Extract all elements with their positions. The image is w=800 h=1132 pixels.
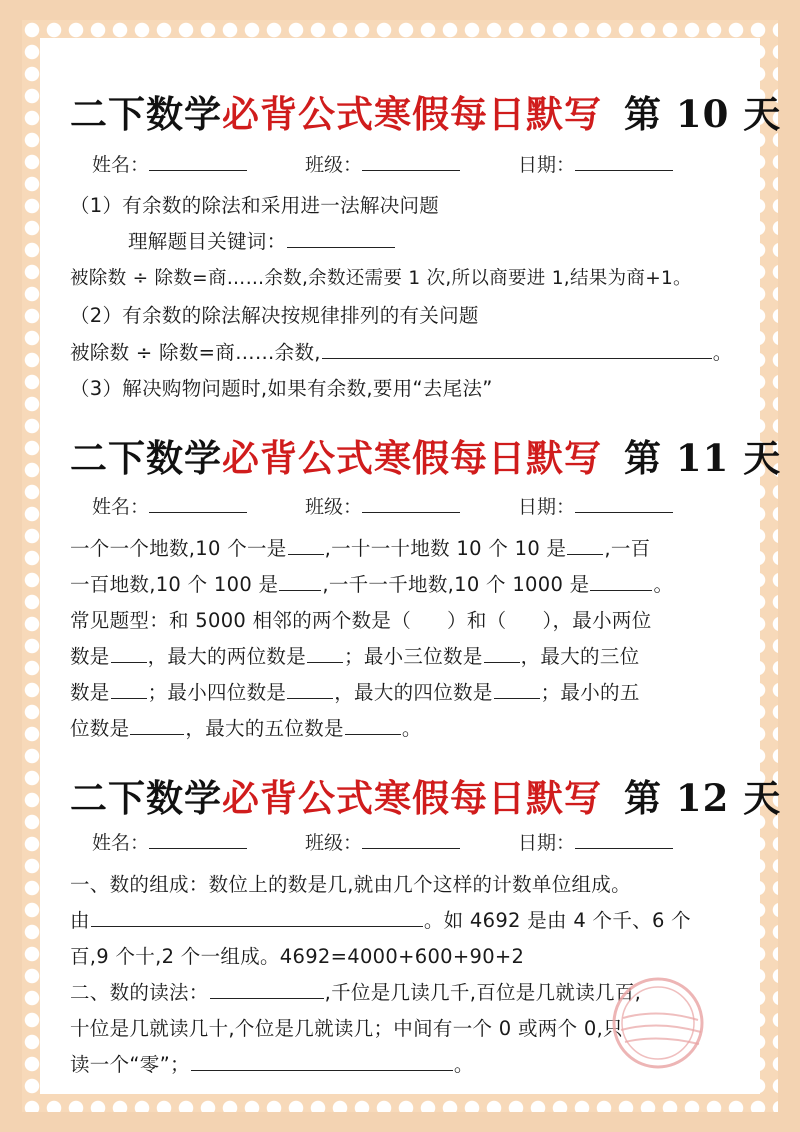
text-span: ，最大的五位数是: [185, 717, 344, 740]
name-label: 姓名：: [92, 154, 150, 176]
text-span: 。: [401, 717, 422, 740]
answer-blank[interactable]: [191, 1054, 453, 1071]
text-span: ；最小三位数是: [344, 645, 483, 668]
text-span: ,一千一千地数,10 个 1000 是: [322, 573, 590, 596]
text-line: [70, 337, 733, 365]
answer-blank[interactable]: [494, 682, 540, 699]
answer-blank[interactable]: [130, 718, 184, 735]
title-highlight: 必背公式寒假每日默写: [222, 92, 602, 136]
name-label: 姓名：: [92, 832, 150, 854]
class-blank[interactable]: [362, 494, 460, 513]
text-span: ，最大的三位: [520, 645, 640, 668]
class-field[interactable]: [305, 492, 460, 519]
text-line: [70, 569, 673, 597]
text-line: 十位是几就读几十,个位是几就读几；中间有一个 0 或两个 0,只: [70, 1017, 623, 1040]
text-span: 被除数 ÷ 除数=商……余数,: [70, 341, 321, 364]
answer-blank[interactable]: [279, 574, 321, 591]
text-line: [70, 977, 641, 1005]
text-span: 位数是: [70, 717, 130, 740]
section-title-day-10: [70, 84, 781, 138]
text-span: ，最大的两位数是: [147, 645, 307, 668]
answer-blank[interactable]: [345, 718, 401, 735]
answer-blank[interactable]: [111, 646, 147, 663]
answer-blank[interactable]: [484, 646, 520, 663]
class-label: 班级：: [305, 832, 363, 854]
class-field[interactable]: [305, 150, 460, 177]
section-title-day-12: [70, 768, 781, 822]
answer-blank[interactable]: [322, 342, 712, 359]
postmark-seal-icon: [603, 968, 713, 1078]
text-line: [70, 677, 640, 705]
text-span: 一个一个地数,10 个一是: [70, 537, 287, 560]
text-span: 理解题目关键词：: [128, 230, 287, 253]
class-label: 班级：: [305, 154, 363, 176]
date-blank[interactable]: [575, 494, 673, 513]
day-label: 第 11 天: [624, 436, 782, 480]
name-field[interactable]: [92, 150, 247, 177]
date-blank[interactable]: [575, 830, 673, 849]
text-line: [70, 713, 422, 741]
answer-blank[interactable]: [210, 982, 324, 999]
title-prefix: 二下数学: [70, 776, 222, 820]
text-span: 。: [653, 573, 674, 596]
text-line: [70, 1049, 474, 1077]
date-field[interactable]: [518, 150, 673, 177]
date-label: 日期：: [518, 496, 576, 518]
text-line: [70, 533, 650, 561]
text-line: （1）有余数的除法和采用进一法解决问题: [70, 194, 440, 217]
answer-blank[interactable]: [287, 231, 395, 248]
name-field[interactable]: [92, 492, 247, 519]
answer-blank[interactable]: [91, 910, 423, 927]
text-span: ,一百: [604, 537, 651, 560]
text-span: ；最小的五: [540, 681, 640, 704]
text-span: 数是: [70, 681, 110, 704]
class-blank[interactable]: [362, 152, 460, 171]
text-line: （2）有余数的除法解决按规律排列的有关问题: [70, 304, 479, 327]
title-highlight: 必背公式寒假每日默写: [222, 436, 602, 480]
name-blank[interactable]: [149, 152, 247, 171]
day-label: 第 10 天: [624, 92, 782, 136]
text-span: 数是: [70, 645, 110, 668]
text-span: 。: [453, 1053, 474, 1076]
class-field[interactable]: [305, 828, 460, 855]
text-span: ），最小两位: [542, 609, 652, 632]
answer-blank[interactable]: [567, 538, 603, 555]
title-highlight: 必背公式寒假每日默写: [222, 776, 602, 820]
text-span: ）和（: [447, 609, 507, 632]
text-span: ；最小四位数是: [147, 681, 287, 704]
text-span: 一百地数,10 个 100 是: [70, 573, 279, 596]
text-line: （3）解决购物问题时,如果有余数,要用“去尾法”: [70, 377, 493, 400]
answer-blank[interactable]: [111, 682, 147, 699]
text-line: [128, 226, 396, 254]
text-span: ,一十一十地数 10 个 10 是: [324, 537, 567, 560]
text-line: [70, 641, 639, 669]
text-line: [70, 905, 691, 933]
title-prefix: 二下数学: [70, 92, 222, 136]
text-line: 百,9 个十,2 个一组成。4692=4000+600+90+2: [70, 945, 525, 968]
date-field[interactable]: [518, 828, 673, 855]
title-prefix: 二下数学: [70, 436, 222, 480]
text-span: 读一个“零”；: [70, 1053, 190, 1076]
text-line: 一、数的组成：数位上的数是几,就由几个这样的计数单位组成。: [70, 873, 631, 896]
day-label: 第 12 天: [624, 776, 782, 820]
answer-blank[interactable]: [287, 682, 333, 699]
class-label: 班级：: [305, 496, 363, 518]
answer-blank[interactable]: [307, 646, 343, 663]
text-span: 。: [712, 341, 733, 364]
name-field[interactable]: [92, 828, 247, 855]
name-blank[interactable]: [149, 830, 247, 849]
text-span: 。如 4692 是由 4 个千、6 个: [423, 909, 691, 932]
text-span: ，最大的四位数是: [334, 681, 493, 704]
answer-blank[interactable]: [590, 574, 652, 591]
text-span: 常见题型：和 5000 相邻的两个数是（: [70, 609, 412, 632]
date-label: 日期：: [518, 832, 576, 854]
text-span: ,千位是几读几千,百位是几就读几百,: [324, 981, 642, 1004]
class-blank[interactable]: [362, 830, 460, 849]
date-label: 日期：: [518, 154, 576, 176]
name-blank[interactable]: [149, 494, 247, 513]
text-line: 被除数 ÷ 除数=商……余数,余数还需要 1 次,所以商要进 1,结果为商+1。: [70, 268, 692, 289]
text-span: 二、数的读法：: [70, 981, 209, 1004]
answer-blank[interactable]: [288, 538, 324, 555]
date-blank[interactable]: [575, 152, 673, 171]
section-title-day-11: [70, 428, 781, 482]
text-line: [70, 605, 652, 633]
date-field[interactable]: [518, 492, 673, 519]
text-span: 由: [70, 909, 90, 932]
name-label: 姓名：: [92, 496, 150, 518]
